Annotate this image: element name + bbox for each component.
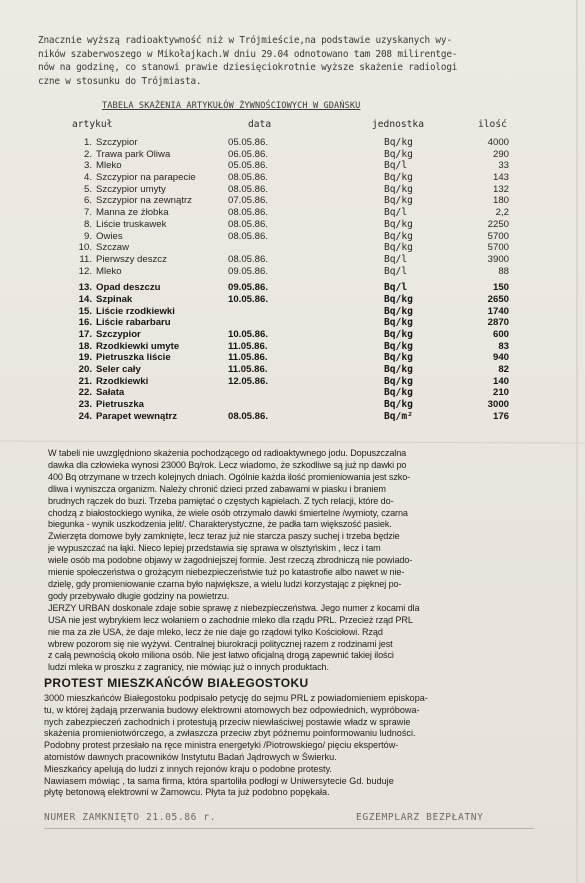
unit-cell: Bq/kg — [384, 305, 413, 317]
body-line: z całą pewnością około miliona osób. Nie jest łatwo oficjalną drogą zapewnić takiej ilości — [48, 650, 394, 661]
table-row — [0, 172, 585, 184]
body-line: chodzą z białostockiego wynika, że wiele osób otrzymało dawki śmiertelne /wymioty, czarna — [48, 507, 408, 518]
value-cell: 88 — [498, 265, 509, 277]
body-line: W tabeli nie uwzględniono skażenia pochodzącego od radioaktywnego jodu. Dopuszczalna — [48, 448, 407, 458]
table-row — [0, 231, 585, 243]
measure-date: 08.05.86. — [228, 172, 269, 184]
row-number: 1. — [83, 137, 92, 148]
value-cell: 2650 — [487, 293, 509, 305]
value-cell: 2870 — [487, 317, 509, 329]
unit-cell: Bq/kg — [384, 399, 413, 411]
item-name: Mleko — [96, 160, 122, 172]
value-cell: 140 — [492, 375, 509, 387]
measure-date: 05.05.86. — [228, 160, 269, 172]
row-number: 9. — [83, 230, 92, 242]
measure-date: 12.05.86. — [228, 375, 269, 387]
unit-cell: Bq/l — [384, 207, 408, 219]
body-line: wiele osób ma podobne objawy w żagodniejszej formie. Jest rzeczą zbrodniczą nie powiado- — [48, 555, 413, 566]
item-name: Szczypior — [96, 137, 138, 148]
row-number: 2. — [83, 148, 92, 160]
body-line: ludzi mleka w proszku z zagranicy, nie mówiąc już o innych produktach. — [48, 662, 329, 673]
contamination-table — [0, 137, 585, 423]
item-name: Sałata — [96, 387, 125, 399]
body-line: nie ma za złe USA, że daje mleko, lecz że nie daje go rządowi tylko Kościołowi. Rząd — [48, 626, 383, 637]
unit-cell: Bq/kg — [384, 230, 413, 242]
table-row — [0, 266, 585, 278]
item-name: Mleko — [96, 265, 122, 277]
table-row — [0, 341, 585, 353]
value-cell: 176 — [492, 410, 509, 422]
unit-cell: Bq/kg — [384, 375, 413, 387]
measure-date: 08.05.86. — [228, 218, 269, 230]
protest-line: nych zabezpieczeń zachodnich i protestują przeciw niewłaściwej postawie władz w sprawie — [44, 716, 411, 727]
row-number: 13. — [78, 282, 92, 294]
body-line: USA nie jest wybrykiem lecz wołaniem o zachodnie mleko dla rządu PRL. Przecież rząd PRL — [48, 614, 413, 625]
measure-date: 08.05.86. — [228, 410, 269, 422]
unit-cell: Bq/l — [384, 265, 408, 277]
measure-date: 09.05.86. — [228, 282, 269, 294]
unit-cell: Bq/kg — [384, 352, 413, 364]
table-row — [0, 411, 585, 423]
measure-date: 10.05.86. — [228, 293, 269, 305]
protest-line: Mieszkańcy apelują do ludzi z innych rejonów kraju o podobne protesty. — [44, 763, 332, 774]
unit-cell: Bq/kg — [384, 329, 413, 340]
value-cell: 940 — [492, 352, 509, 364]
header-value: ilość — [478, 119, 507, 130]
table-row — [0, 399, 585, 411]
measure-date: 07.05.86. — [228, 195, 269, 207]
value-cell: 33 — [498, 160, 509, 172]
header-unit: jednostka — [372, 119, 424, 130]
table-row — [0, 294, 585, 306]
measure-date: 08.05.86. — [228, 207, 269, 219]
row-number: 12. — [78, 265, 92, 277]
value-cell: 143 — [492, 172, 509, 184]
body-line: brudnych rączek do buzi. Trzeba pamiętać o częstych kąpielach. Z tych relacji, które do- — [48, 495, 394, 506]
row-number: 5. — [83, 183, 92, 195]
row-number: 21. — [78, 375, 92, 387]
value-cell: 132 — [492, 183, 509, 195]
value-cell: 210 — [492, 387, 509, 399]
item-name: Trawa park Oliwa — [96, 148, 171, 160]
protest-line: Podobny protest przesłało na ręce ministra energetyki /Piotrowskiego/ pięciu ekspertów- — [44, 740, 399, 751]
table-row — [0, 364, 585, 376]
row-number: 10. — [78, 242, 92, 254]
table-row — [0, 219, 585, 231]
body-line: mienie społeczeństwa o grożącym niebezpieczeństwie tuż po katastrofie albo nawet w nie- — [48, 567, 405, 578]
item-name: Szczypior umyty — [96, 183, 166, 195]
row-number: 17. — [78, 329, 92, 340]
table-row — [0, 376, 585, 388]
item-name: Szpinak — [96, 293, 133, 305]
item-name: Opad deszczu — [96, 282, 161, 294]
unit-cell: Bq/kg — [384, 172, 413, 184]
value-cell: 2250 — [487, 218, 509, 230]
table-row — [0, 317, 585, 329]
item-name: Szczypior na parapecie — [96, 172, 196, 184]
row-number: 22. — [78, 387, 92, 399]
item-name: Parapet wewnątrz — [96, 410, 178, 422]
table-row — [0, 329, 585, 341]
item-name: Pietruszka liście — [96, 352, 171, 364]
footer-line — [44, 812, 534, 829]
unit-cell: Bq/kg — [384, 387, 413, 399]
unit-cell: Bq/kg — [384, 317, 413, 329]
body-line: dzielę, gdy promieniowanie czarna było największe, a wielu ludzi korzystając z pięknej po- — [48, 578, 402, 589]
measure-date: 09.05.86. — [228, 265, 269, 277]
row-number: 7. — [83, 207, 92, 219]
measure-date: 10.05.86. — [228, 329, 269, 340]
measure-date: 11.05.86. — [228, 340, 268, 352]
commentary-paragraph — [48, 448, 576, 674]
item-name: Manna ze żłobka — [96, 207, 169, 219]
table-row — [0, 195, 585, 207]
item-name: Liście truskawek — [96, 218, 167, 230]
unit-cell: Bq/kg — [384, 195, 413, 207]
table-row — [0, 137, 585, 149]
row-number: 18. — [78, 340, 92, 352]
item-name: Szczypior na zewnątrz — [96, 195, 192, 207]
measure-date: 08.05.86. — [228, 253, 269, 265]
protest-paragraph — [44, 693, 576, 799]
row-number: 3. — [83, 160, 92, 172]
unit-cell: Bq/l — [384, 160, 408, 172]
row-number: 19. — [78, 352, 92, 364]
body-line: wbrew pozorom się nie wyżywi. Centralnej biurokracji politycznej razem z rodzinami jest — [48, 638, 393, 649]
table-row — [0, 306, 585, 318]
item-name: Owies — [96, 230, 123, 242]
issue-closed-date: NUMER ZAMKNIĘTO 21.05.86 r. — [44, 812, 217, 823]
value-cell: 3900 — [487, 253, 509, 265]
body-line: Zwierzęta domowe były zamknięte, lecz teraz już nie starcza paszy suchej i trzeba będzie — [48, 531, 400, 542]
item-name: Rzodkiewki umyte — [96, 340, 180, 352]
value-cell: 83 — [498, 340, 509, 352]
intro-line: nów na godzinę, co stanowi prawie dziesięciokrotnie wyższe skażenie radiologi — [38, 62, 458, 74]
measure-date: 11.05.86. — [228, 352, 268, 364]
table-title: TABELA SKAŻENIA ARTYKUŁÓW ŻYWNOŚCIOWYCH W GDAŃSKU — [102, 101, 361, 111]
measure-date: 06.05.86. — [228, 148, 269, 160]
protest-heading: PROTEST MIESZKAŃCÓW BIAŁEGOSTOKU — [44, 676, 309, 690]
intro-line: czne w stosunku do Trójmiasta. — [38, 75, 202, 87]
header-item: artykuł — [72, 119, 113, 130]
row-number: 23. — [78, 399, 92, 411]
unit-cell: Bq/kg — [384, 218, 413, 230]
value-cell: 600 — [492, 329, 509, 340]
value-cell: 82 — [498, 364, 509, 376]
body-line: gody przebywało długie godziny na powietrzu. — [48, 590, 230, 601]
value-cell: 5700 — [487, 242, 509, 254]
intro-line: Znacznie wyższą radioaktywność niż w Trójmieście,na podstawie uzyskanych wy- — [38, 35, 452, 46]
row-number: 14. — [78, 293, 92, 305]
unit-cell: Bq/kg — [384, 137, 413, 148]
body-line: JERZY URBAN doskonale zdaje sobie sprawę z niebezpieczeństwa. Jego numer z kocami dla — [48, 602, 420, 613]
table-row — [0, 242, 585, 254]
item-name: Szczypior — [96, 329, 141, 340]
value-cell: 1740 — [487, 305, 509, 317]
row-number: 4. — [83, 172, 92, 184]
value-cell: 180 — [492, 195, 509, 207]
table-row — [0, 282, 585, 294]
unit-cell: Bq/l — [384, 253, 408, 265]
intro-paragraph — [38, 34, 558, 88]
unit-cell: Bq/m² — [384, 410, 413, 422]
protest-line: Nawiasem mówiąc , ta sama firma, która spartoliła podłogi w Uniwersytecie Gd. buduje — [44, 775, 394, 786]
unit-cell: Bq/kg — [384, 242, 413, 254]
header-date: data — [248, 119, 272, 130]
unit-cell: Bq/kg — [384, 148, 413, 160]
row-number: 8. — [83, 218, 92, 230]
intro-line: ników szaberwoszego w Mikołajkach.W dniu 29.04 odnotowano tam 208 milirentge- — [38, 48, 458, 60]
body-line: biegunka - wynik uszkodzenia jelit/. Charakterystyczne, że padła tam większość pasiek. — [48, 519, 392, 530]
value-cell: 3000 — [487, 399, 509, 411]
unit-cell: Bq/kg — [384, 183, 413, 195]
value-cell: 4000 — [487, 137, 509, 148]
measure-date: 08.05.86. — [228, 230, 269, 242]
unit-cell: Bq/kg — [384, 340, 413, 352]
value-cell: 2,2 — [495, 207, 509, 219]
body-line: 400 Bq otrzymane w trzech kolejnych dniach. Ogólnie każda ilość promieniowania jest szko- — [48, 471, 411, 482]
row-number: 20. — [78, 364, 92, 376]
item-name: Pietruszka — [96, 399, 144, 411]
measure-date: 05.05.86. — [228, 137, 269, 148]
item-name: Szczaw — [96, 242, 130, 254]
unit-cell: Bq/kg — [384, 293, 413, 305]
free-copy-label: EGZEMPLARZ BEZPŁATNY — [356, 812, 484, 823]
unit-cell: Bq/kg — [384, 364, 413, 376]
table-row — [0, 352, 585, 364]
row-number: 11. — [79, 253, 92, 265]
table-row — [0, 160, 585, 172]
measure-date: 08.05.86. — [228, 183, 269, 195]
measure-date: 11.05.86. — [228, 364, 268, 376]
table-row — [0, 149, 585, 161]
protest-line: skażenia promieniotwórczego, a zwłaszcza przeciw zbyt późnemu poinformowaniu ludności. — [44, 728, 416, 739]
table-row — [0, 184, 585, 196]
protest-line: tu, w której żądają przerwania budowy elektrowni atomowych bez odpowiednich, wypróbowa- — [44, 704, 420, 715]
item-name: Pierwszy deszcz — [96, 253, 167, 265]
unit-cell: Bq/l — [384, 282, 408, 294]
body-line: dliwa i wyniszcza organizm. Należy chronić dzieci przed zabawami w piasku i braniem — [48, 483, 386, 494]
value-cell: 5700 — [487, 230, 509, 242]
row-number: 16. — [78, 317, 92, 329]
protest-line: atomistów dawnych pracowników Instytutu Badań Jądrowych w Świerku. — [44, 751, 337, 762]
table-row — [0, 207, 585, 219]
row-number: 6. — [83, 195, 92, 207]
value-cell: 290 — [492, 148, 509, 160]
item-name: Rzodkiewki — [96, 375, 149, 387]
body-line: je wypuszczać na łąki. Nieco lepiej przedstawia się sprawa w olsztyńskim , lecz i tam — [48, 543, 381, 554]
table-row — [0, 387, 585, 399]
item-name: Seler cały — [96, 364, 141, 376]
row-number: 24. — [78, 410, 92, 422]
item-name: Liście rabarbaru — [96, 317, 171, 329]
protest-line: 3000 mieszkańców Białegostoku podpisało petycję do sejmu PRL z powiadomieniem episkopa- — [44, 693, 428, 703]
table-row — [0, 254, 585, 266]
value-cell: 150 — [492, 282, 509, 294]
protest-line: płytę betonową elektrowni w Żarnowcu. Płyta ta już podobno popękała. — [44, 787, 330, 798]
body-line: dawka dla człowieka wynosi 23000 Bq/rok. Lecz wiadomo, że szkodliwe są już np dawki po — [48, 459, 407, 470]
item-name: Liście rzodkiewki — [96, 305, 175, 317]
row-number: 15. — [78, 305, 92, 317]
